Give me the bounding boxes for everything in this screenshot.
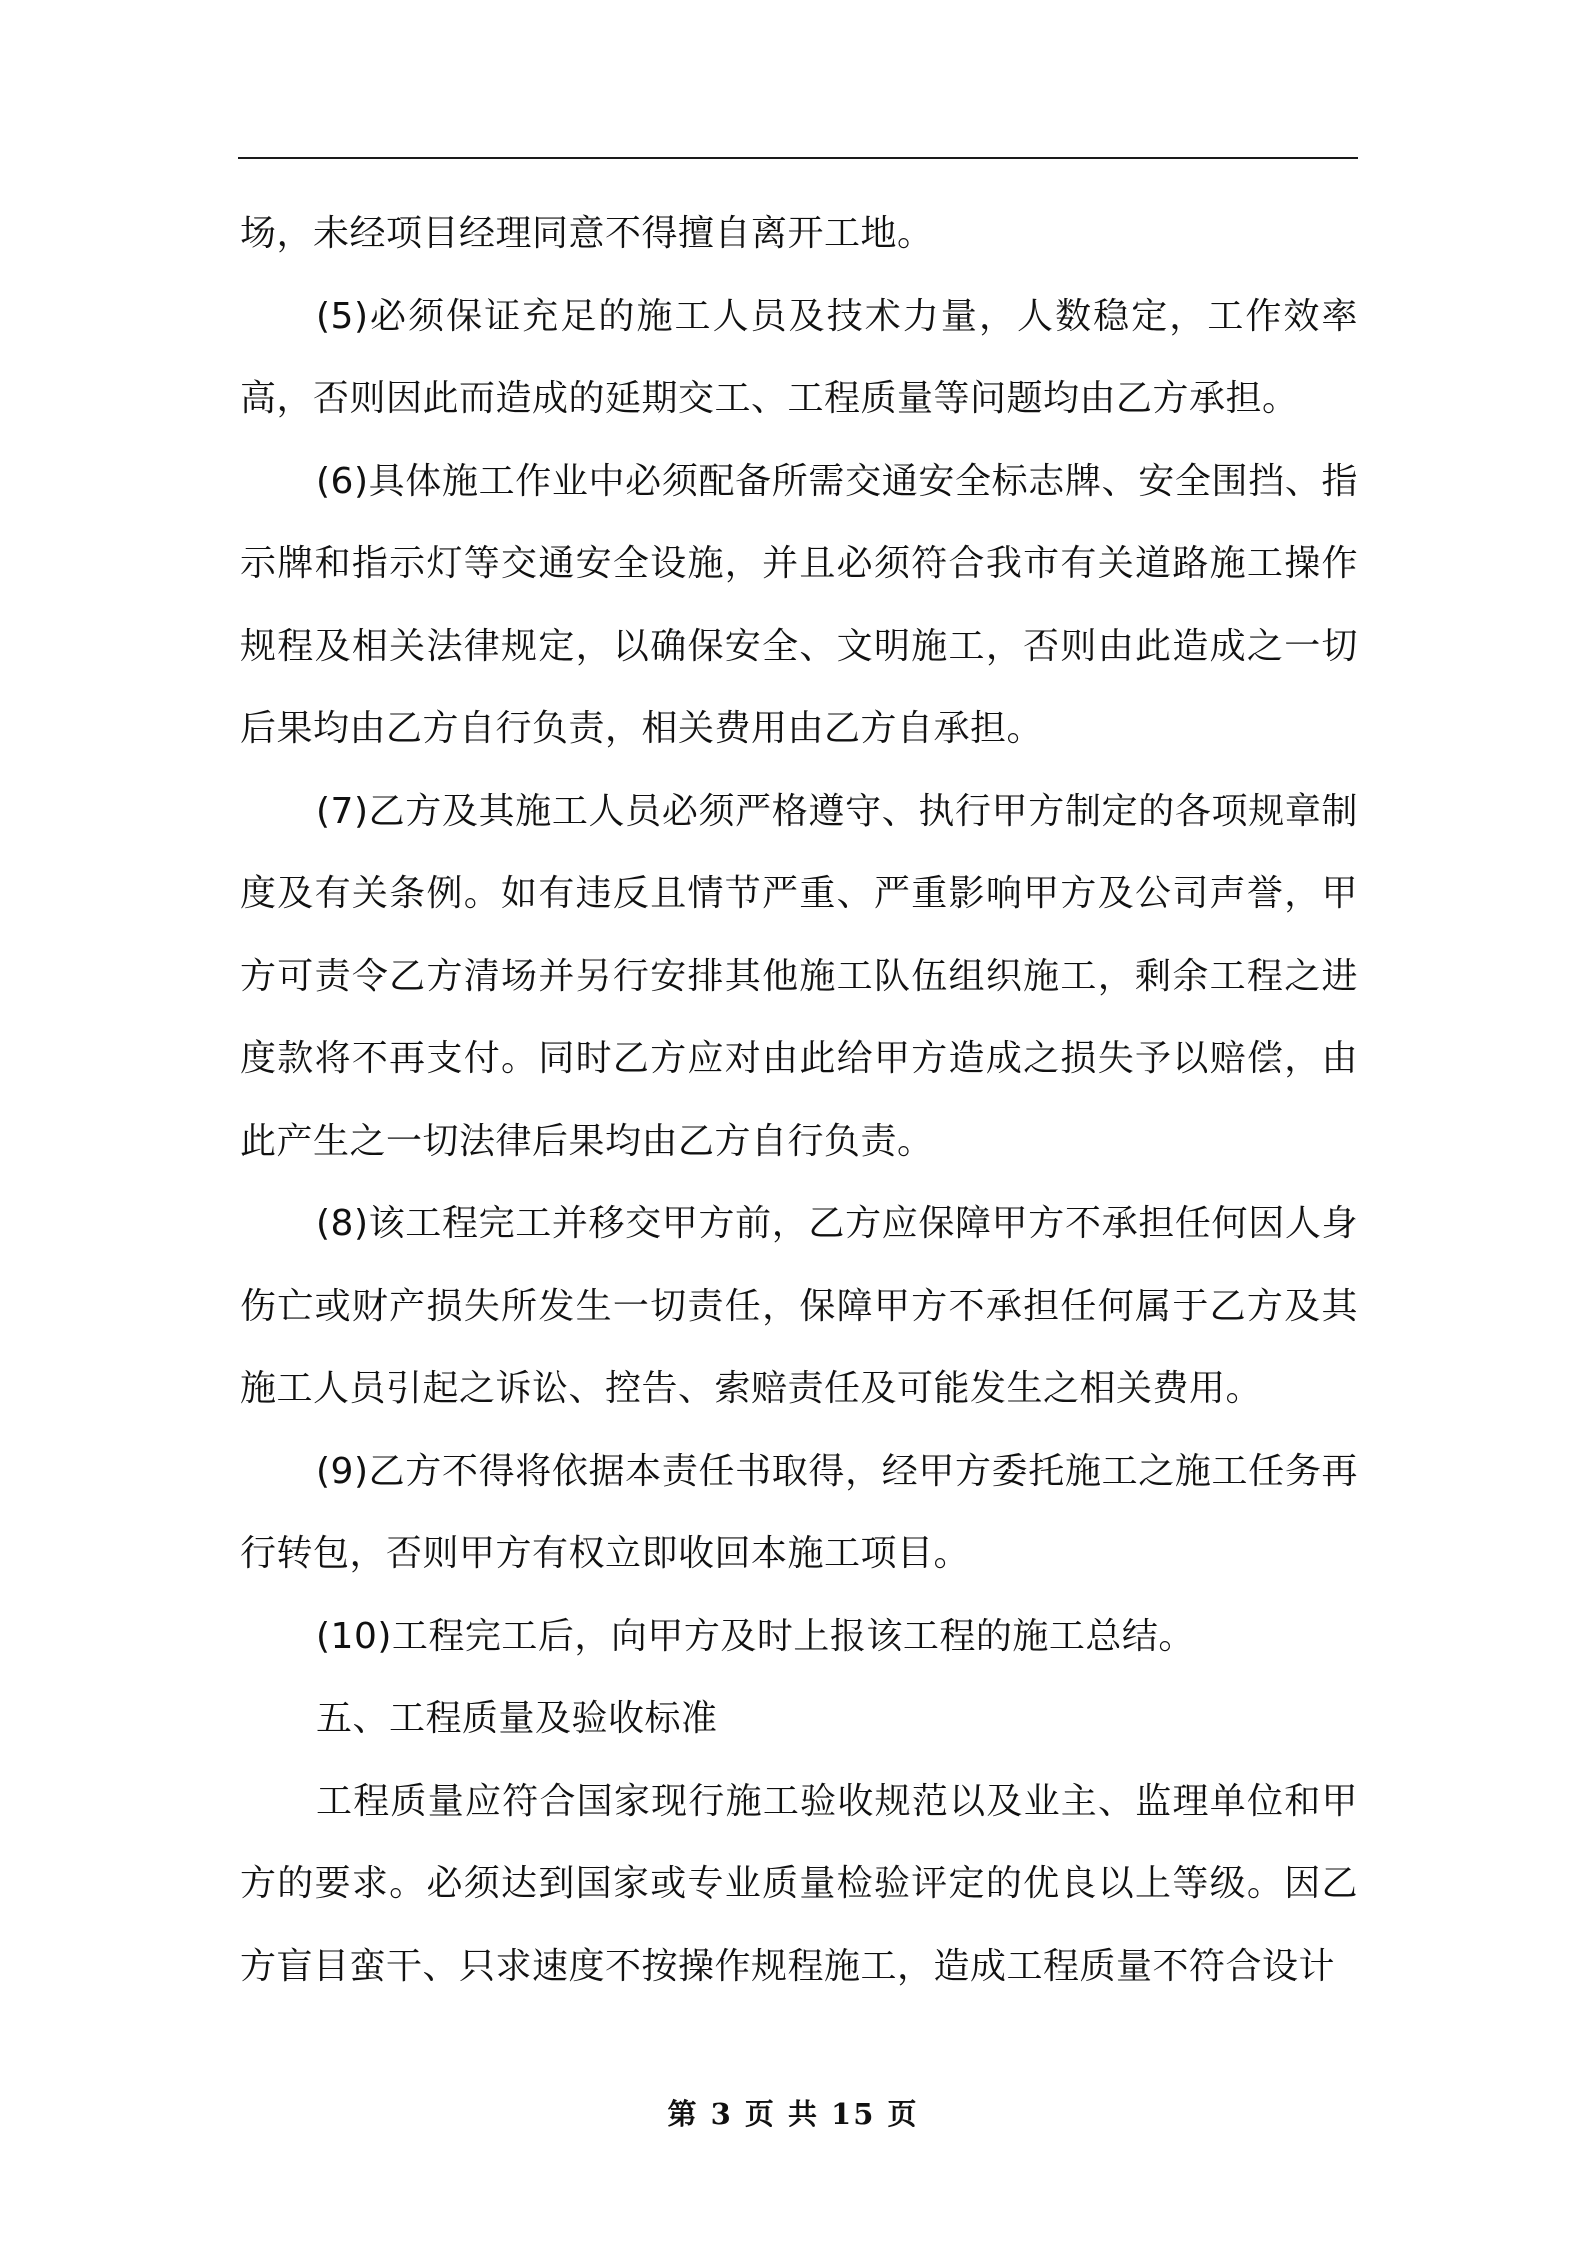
section-heading: 五、工程质量及验收标准: [316, 1698, 718, 1739]
page-number: 第 3 页 共 15 页: [667, 2097, 919, 2131]
paragraph: (5)必须保证充足的施工人员及技术力量，人数稳定，工作效率高，否则因此而造成的延期交工、工程质量等问题均由乙方承担。: [240, 295, 1358, 419]
paragraph: (8)该工程完工并移交甲方前，乙方应保障甲方不承担任何因人身伤亡或财产损失所发生一切责任，保障甲方不承担任何属于乙方及其施工人员引起之诉讼、控告、索赔责任及可能发生之相关费用。: [240, 1203, 1358, 1409]
document-body: [240, 193, 1358, 2008]
paragraph: 场，未经项目经理同意不得擅自离开工地。: [240, 213, 934, 254]
header-rule: [238, 157, 1358, 159]
paragraph: (10)工程完工后，向甲方及时上报该工程的施工总结。: [316, 1615, 1195, 1657]
paragraph: (7)乙方及其施工人员必须严格遵守、执行甲方制定的各项规章制度及有关条例。如有违反且情节严重、严重影响甲方及公司声誉，甲方可责令乙方清场并另行安排其他施工队伍组织施工，剩余工程之进度款将不再支付。同时乙方应对由此给甲方造成之损失予以赔偿，由此产生之一切法律后果均由乙方自行负责。: [240, 790, 1358, 1162]
paragraph: (9)乙方不得将依据本责任书取得，经甲方委托施工之施工任务再行转包，否则甲方有权立即收回本施工项目。: [240, 1450, 1358, 1574]
paragraph: (6)具体施工作业中必须配备所需交通安全标志牌、安全围挡、指示牌和指示灯等交通安全设施，并且必须符合我市有关道路施工操作规程及相关法律规定，以确保安全、文明施工，否则由此造成之一切后果均由乙方自行负责，相关费用由乙方自承担。: [240, 460, 1358, 749]
paragraph: 工程质量应符合国家现行施工验收规范以及业主、监理单位和甲方的要求。必须达到国家或专业质量检验评定的优良以上等级。因乙方盲目蛮干、只求速度不按操作规程施工，造成工程质量不符合设计: [240, 1780, 1358, 1987]
